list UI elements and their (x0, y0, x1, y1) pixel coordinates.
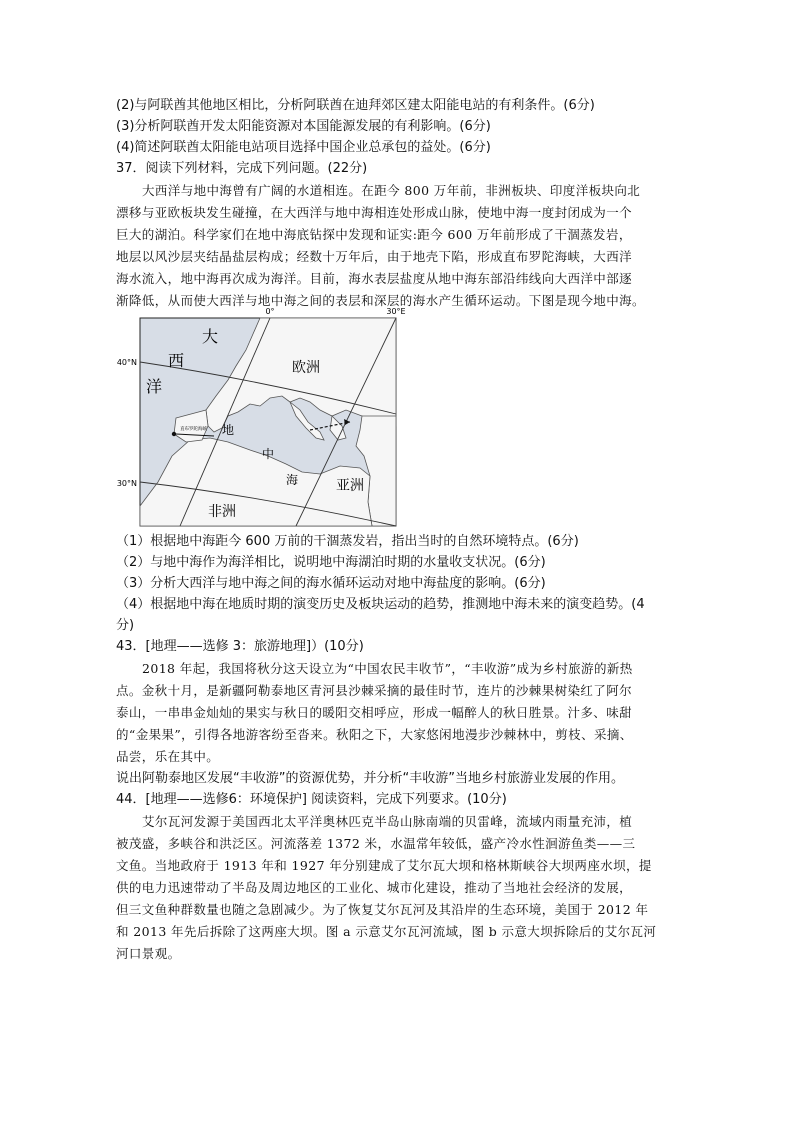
q43-passage-line: 点。金秋十月，是新疆阿勒泰地区青河县沙棘采摘的最佳时节，连片的沙棘果树染红了阿尔 (116, 683, 633, 698)
label-strait: 直布罗陀海峡 (180, 427, 207, 432)
label-med-1: 地 (222, 423, 235, 437)
label-europe: 欧洲 (292, 360, 320, 376)
label-med-2: 中 (262, 447, 275, 461)
question-43-title: 43．[地理——选修 3：旅游地理]）(10分) (116, 639, 364, 654)
q37-passage-line: 漂移与亚欧板块发生碰撞，在大西洋与地中海相连处形成山脉，使地中海一度封闭成为一个 (116, 205, 633, 220)
q37-subquestion-3: （3）分析大西洋与地中海之间的海水循环运动对地中海盐度的影响。(6分) (116, 576, 546, 591)
q37-subquestion-4: （4）根据地中海在地质时期的演变历史及板块运动的趋势，推测地中海未来的演变趋势。(4 (116, 597, 645, 612)
label-africa: 非洲 (208, 504, 236, 520)
q37-passage-line: 渐降低，从而使大西洋与地中海之间的表层和深层的海水产生循环运动。下图是现今地中海。 (116, 293, 645, 308)
question-44-title: 44．[地理——选修6：环境保护] 阅读资料，完成下列要求。(10分) (116, 792, 507, 807)
question-36-part-2: (2)与阿联酋其他地区相比，分析阿联酋在迪拜郊区建太阳能电站的有利条件。(6分) (116, 98, 595, 113)
q37-passage-line: 地层以风沙层夹结晶盐层构成；经数十万年后，由于地壳下陷，形成直布罗陀海峡，大西洋 (116, 249, 633, 264)
lat-label-40n: 40°N (116, 358, 137, 367)
q37-subquestion-2: （2）与地中海作为海洋相比，说明地中海湖泊时期的水量收支状况。(6分) (116, 555, 546, 570)
q43-question: 说出阿勒泰地区发展“丰收游”的资源优势，并分析“丰收游”当地乡村旅游业发展的作用。 (116, 771, 624, 786)
q43-passage-line: 2018 年起，我国将秋分这天设立为“中国农民丰收节”，“丰收游”成为乡村旅游的新热 (142, 661, 633, 676)
q44-passage-line: 和 2013 年先后拆除了这两座大坝。图 a 示意艾尔瓦河流域，图 b 示意大坝拆除后的艾尔瓦河 (116, 924, 657, 939)
question-37-title: 37．阅读下列材料，完成下列问题。(22分) (116, 161, 368, 176)
q44-passage-line: 艾尔瓦河发源于美国西北太平洋奥林匹克半岛山脉南端的贝雷峰，流域内雨量充沛，植 (142, 814, 633, 829)
q44-passage-line: 文鱼。当地政府于 1913 年和 1927 年分别建成了艾尔瓦大坝和格林斯峡谷大坝两座水坝，提 (116, 858, 652, 873)
q43-passage-line: 泰山，一串串金灿灿的果实与秋日的暖阳交相呼应，形成一幅醉人的秋日胜景。汁多、味甜 (116, 705, 633, 720)
label-asia: 亚洲 (336, 478, 364, 494)
label-atlantic-3: 洋 (146, 377, 163, 396)
lon-label-0: 0° (265, 307, 275, 316)
q44-passage-line: 河口景观。 (116, 946, 181, 961)
question-36-part-3: (3)分析阿联酋开发太阳能资源对本国能源发展的有利影响。(6分) (116, 119, 491, 134)
question-36-part-4: (4)简述阿联酋太阳能电站项目选择中国企业总承包的益处。(6分) (116, 140, 491, 155)
q37-passage-line: 巨大的湖泊。科学家们在地中海底钻探中发现和证实:距今 600 万年前形成了干涸蒸发岩， (116, 227, 632, 242)
q43-passage-line: 品尝，乐在其中。 (116, 749, 220, 764)
q37-passage-line: 大西洋与地中海曾有广阔的水道相连。在距今 800 万年前，非洲板块、印度洋板块向北 (142, 183, 641, 198)
label-atlantic-2: 西 (168, 351, 185, 370)
q44-passage-line: 被茂盛，多峡谷和洪泛区。河流落差 1372 米，水温常年较低，盛产冷水性洄游鱼类——三 (116, 836, 636, 851)
mediterranean-map (110, 306, 410, 530)
q44-passage-line: 供的电力迅速带动了半岛及周边地区的工业化、城市化建设，推动了当地社会经济的发展， (116, 880, 633, 895)
label-atlantic-1: 大 (202, 327, 219, 346)
q43-passage-line: 的“金果果”，引得各地游客纷至沓来。秋阳之下，大家悠闲地漫步沙棘林中，剪枝、采摘、 (116, 727, 633, 742)
q37-passage-line: 海水流入，地中海再次成为海洋。目前，海水表层盐度从地中海东部沿纬线向大西洋中部逐 (116, 271, 633, 286)
label-med-3: 海 (286, 473, 299, 487)
lat-label-30n: 30°N (116, 479, 137, 488)
lon-label-30e: 30°E (386, 307, 406, 316)
strait-marker (172, 432, 176, 436)
q37-subquestion-1: （1）根据地中海距今 600 万前的干涸蒸发岩，指出当时的自然环境特点。(6分) (116, 534, 579, 549)
q37-subquestion-4-cont: 分) (116, 618, 135, 633)
q44-passage-line: 但三文鱼种群数量也随之急剧减少。为了恢复艾尔瓦河及其沿岸的生态环境，美国于 2012 年 (116, 902, 649, 917)
